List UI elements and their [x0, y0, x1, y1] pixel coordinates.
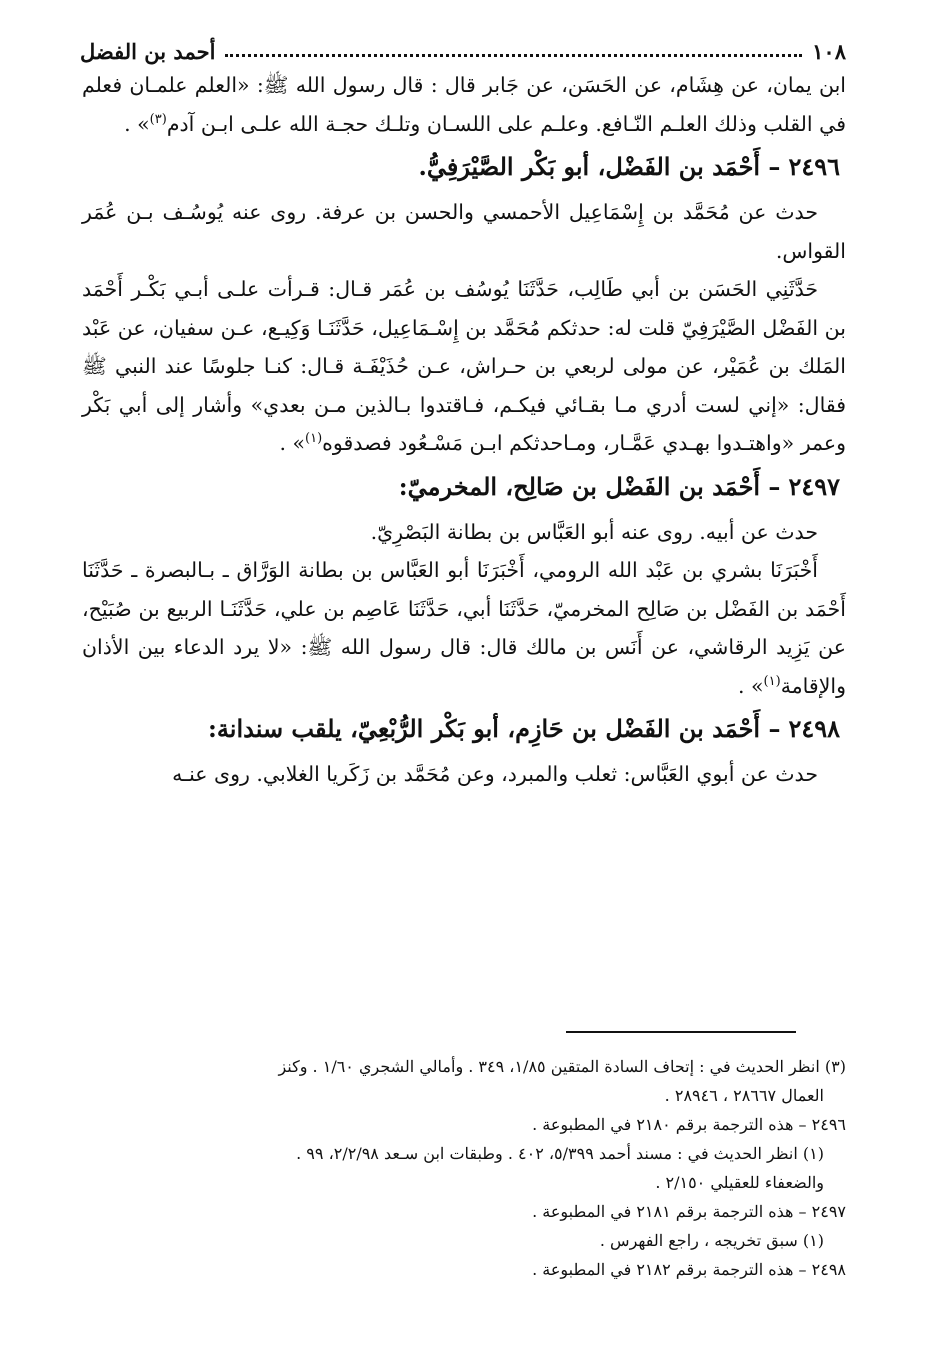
footnote-continuation: العمال ٢٨٦٦٧ ، ٢٨٩٤٦ . — [664, 1086, 824, 1105]
entry-heading-2498 — [82, 709, 846, 749]
footnote: ٢٤٩٨ – هذه الترجمة برقم ٢١٨٢ في المطبوعة . — [532, 1260, 846, 1279]
footnote: ٢٤٩٦ – هذه الترجمة برقم ٢١٨٠ في المطبوعة . — [532, 1115, 846, 1134]
footnote: (٣) انظر الحديث في : إتحاف السادة المتقين ١/٨٥، ٣٤٩ . وأمالي الشجري ١/٦٠ . وكنز — [278, 1057, 846, 1076]
opening-paragraph: ابن يمان، عن هِشَام، عن الحَسَن، عن جَابر قال : قال رسول الله ﷺ: «العلم علمـان فعلم في القلب وذلك العلـم النّـافع. وعلـم على اللسـان وتلـك حجـة الله علـى ابـن آدم$^{(٣)}$» . — [82, 73, 846, 136]
entry-heading-2497 — [82, 467, 846, 507]
footnote-separator — [566, 1031, 796, 1033]
running-title: أحمد بن الفضل — [80, 39, 216, 64]
page-number: ١٠٨ — [812, 39, 846, 64]
entry-paragraph: حدث عن مُحَمَّد بن إِسْمَاعِيل الأحمسي والحسن بن عرفة. روى عنه يُوسُـف بـن عُمَر القواس. — [82, 200, 846, 263]
footnote-ref-1: (١) — [763, 673, 781, 689]
footnotes — [82, 1052, 846, 1284]
entry-number: ٢٤٩٨ — [788, 714, 840, 743]
entry-title: – أَحْمَد بن الفَضْل بن حَازِم، أبو بَكْر الرُّبْعِيّ، يلقب سندانة: — [208, 714, 781, 743]
entry-paragraph: حدث عن أبيه. روى عنه أبو العَبَّاس بن بطانة البَصْرِيّ. — [370, 519, 818, 544]
footnote: (١) انظر الحديث في : مسند أحمد ٥/٣٩٩، ٤٠٢ . وطبقات ابن سـعد ٢/٢/٩٨، ٩٩ . — [296, 1144, 824, 1163]
footnote-ref-1: (١) — [305, 431, 323, 447]
header-dotted-leader — [225, 54, 802, 57]
entry-number: ٢٤٩٦ — [788, 152, 840, 181]
footnote-continuation: والضعفاء للعقيلي ٢/١٥٠ . — [655, 1173, 824, 1192]
entry-paragraph: حدث عن أبوي العَبَّاس: ثعلب والمبرد، وعن مُحَمَّد بن زَكَريا الغلابي. روى عنـه — [172, 762, 818, 786]
entry-number: ٢٤٩٧ — [788, 471, 840, 501]
footnote-ref-3: (٣) — [149, 111, 167, 127]
footnote: (١) سبق تخريجه ، راجع الفهرس . — [599, 1231, 824, 1250]
entry-title: – أَحْمَد بن الفَضْل، أبو بَكْر الصَّيْرَفِيُّ. — [418, 152, 781, 181]
main-text — [82, 66, 846, 794]
entry-paragraph: حَدَّثَنِي الحَسَن بن أبي طَالِب، حَدَّثَنَا يُوسُف بن عُمَر قـال: قـرأت علـى أبـي بَكْـر أَحْمَد بن الفَضْل الصَّيْرَفِيّ قلت له: حدثكم مُحَمَّد بن إِسْـمَاعِيل، حَدَّثَنَـا وَكِيـع، عـن سفيان، عن عَبْد المَلك بن عُمَيْر، عن مولى لربعي بن حـراش، عـن حُذَيْفَـة قـال: كنـا جلوسًا عند النبي ﷺ فقال: «إني لست أدري مـا بقـائي فيكـم، فـاقتدوا بـالذين مـن بعدي» وأشار إلى أبي بَكْر وعمر «واهتـدوا بهـدي عَمَّـار، ومـاحدثكم ابـن مَسْـعُود فصدقوه$^{(١)}$» . — [82, 277, 846, 455]
page-header — [80, 30, 846, 64]
entry-paragraph: أَخْبَرَنَا بشري بن عَبْد الله الرومي، أَخْبَرَنَا أبو العَبَّاس بن بطانة الوَرَّاق ـ بـالبصرة ـ حَدَّثَنَا أَحْمَد بن الفَضْل بن صَالِح المخرميّ، حَدَّثَنَا أبي، حَدَّثَنَا عَاصِم بن علي، حَدَّثَنَـا الربيع بن صُبَيْح، عن يَزِيد الرقاشي، عن أَنَس بن مالك قال: قال رسول الله ﷺ: «لا يرد الدعاء بين الأذان والإقامة$^{(١)}$» . — [82, 558, 846, 698]
entry-heading-2496 — [82, 147, 846, 187]
footnote: ٢٤٩٧ – هذه الترجمة برقم ٢١٨١ في المطبوعة . — [532, 1202, 846, 1221]
entry-title: – أَحْمَد بن الفَضْل بن صَالِح، المخرميّ: — [398, 471, 781, 501]
